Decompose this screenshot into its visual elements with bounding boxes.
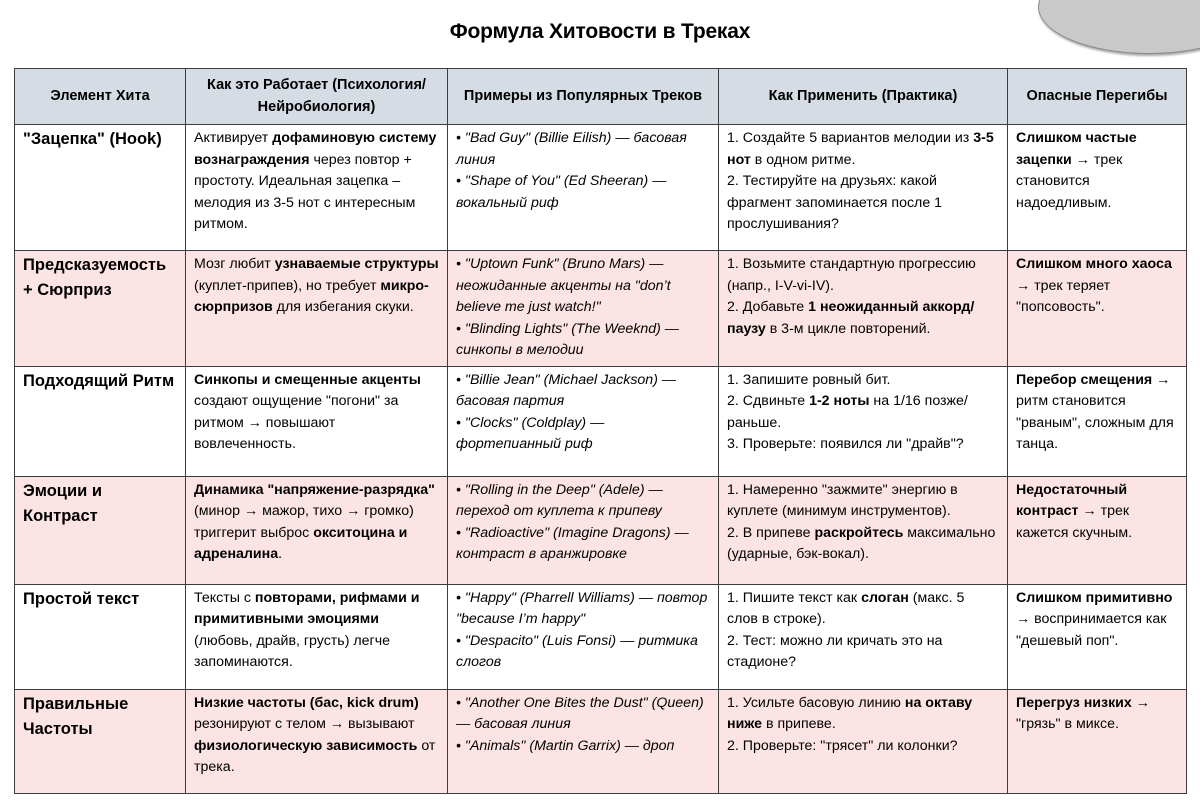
example-item: • "Shape of You" (Ed Sheeran) — вокальный риф bbox=[456, 173, 667, 211]
cell-how bbox=[186, 584, 448, 689]
example-item: • "Rolling in the Deep" (Adele) — переход от куплета к припеву bbox=[456, 481, 663, 519]
header-row bbox=[15, 69, 1187, 125]
text: 2. Проверьте: "трясет" ли колонки? bbox=[727, 737, 958, 754]
cell-how bbox=[186, 125, 448, 251]
cell-danger bbox=[1008, 689, 1187, 793]
text: → ритм становится "рваным", сложным для танца. bbox=[1016, 371, 1174, 452]
bold-text: окситоцина и адреналина bbox=[194, 524, 408, 562]
apply-step bbox=[727, 434, 999, 456]
text: 2. Сдвиньте bbox=[727, 393, 810, 409]
cell-apply bbox=[719, 366, 1008, 476]
text: в припеве. bbox=[762, 716, 836, 732]
text: → трек кажется скучным. bbox=[1016, 503, 1133, 541]
cell-how bbox=[186, 476, 448, 584]
cell-element: Подходящий Ритм bbox=[15, 366, 186, 476]
bold-text: узнаваемые структуры bbox=[274, 256, 439, 272]
text: (макс. 5 слов в строке). bbox=[727, 589, 965, 627]
bold-text: микро-сюрпризов bbox=[194, 277, 429, 315]
cell-apply bbox=[719, 251, 1008, 367]
text: в 3-м цикле повторений. bbox=[765, 320, 931, 337]
cell-examples bbox=[448, 251, 719, 367]
bold-text: на октаву ниже bbox=[727, 694, 973, 732]
cell-examples bbox=[448, 476, 719, 584]
cell-danger bbox=[1008, 366, 1187, 476]
bold-text: Перебор смещения bbox=[1016, 371, 1153, 388]
text: 1. Пишите текст как bbox=[727, 589, 862, 606]
apply-step bbox=[727, 693, 999, 736]
text: 2. Добавьте bbox=[727, 299, 809, 315]
cell-examples bbox=[448, 125, 719, 251]
bold-text: дофаминовую систему вознаграждения bbox=[194, 130, 437, 168]
text: → "грязь" в миксе. bbox=[1016, 694, 1150, 732]
cell-danger bbox=[1008, 476, 1187, 584]
bold-text: 1 неожиданный аккорд/паузу bbox=[727, 299, 975, 337]
text: → трек теряет "попсовость". bbox=[1016, 277, 1111, 315]
header-how: Как это Работает (Психология/Нейробиология) bbox=[186, 69, 448, 125]
text: для избегания скуки. bbox=[272, 299, 414, 315]
text: 1. Запишите ровный бит. bbox=[727, 371, 891, 388]
cell-examples bbox=[448, 366, 719, 476]
bold-text: 3-5 нот bbox=[727, 130, 994, 168]
text: 2. Тестируйте на друзьях: какой фрагмент запоминается после 1 прослушивания? bbox=[727, 173, 943, 232]
apply-step bbox=[727, 631, 999, 674]
example-item: • "Radioactive" (Imagine Dragons) — контраст в аранжировке bbox=[456, 524, 689, 562]
text: Тексты с bbox=[194, 589, 255, 606]
bold-text: физиологическую зависимость bbox=[194, 737, 418, 754]
text: (куплет-припев), но требует bbox=[194, 277, 381, 294]
text: от трека. bbox=[194, 737, 436, 775]
bold-text: Низкие частоты (бас, kick drum) bbox=[194, 694, 419, 711]
bold-text: раскройтесь bbox=[814, 524, 904, 541]
cell-element: Предсказуемость + Сюрприз bbox=[15, 251, 186, 367]
apply-step bbox=[727, 480, 999, 523]
header-examples: Примеры из Популярных Треков bbox=[448, 69, 719, 125]
bold-text: повторами, рифмами и примитивными эмоциями bbox=[194, 589, 420, 627]
hit-formula-table bbox=[14, 68, 1187, 794]
bold-text: Синкопы и смещенные акценты bbox=[194, 371, 421, 388]
apply-step bbox=[727, 128, 999, 171]
text: 1. Создайте 5 вариантов мелодии из bbox=[727, 130, 974, 146]
text: (минор → мажор, тихо → громко) триггерит выброс bbox=[194, 503, 414, 541]
bold-text: Слишком много хаоса bbox=[1016, 256, 1172, 272]
text: 3. Проверьте: появился ли "драйв"? bbox=[727, 436, 964, 452]
cell-apply bbox=[719, 689, 1008, 793]
apply-step bbox=[727, 171, 999, 236]
text: 2. В припеве bbox=[727, 524, 815, 541]
table-row bbox=[15, 125, 1187, 251]
cell-danger bbox=[1008, 125, 1187, 251]
apply-step bbox=[727, 254, 999, 297]
cell-examples bbox=[448, 584, 719, 689]
bold-text: слоган bbox=[861, 589, 909, 606]
text: . bbox=[278, 546, 283, 562]
text: Мозг любит bbox=[194, 256, 275, 272]
cell-element: "Зацепка" (Hook) bbox=[15, 125, 186, 251]
bold-text: Динамика "напряжение-разрядка" bbox=[194, 481, 435, 498]
cell-how bbox=[186, 366, 448, 476]
text: 1. Усильте басовую линию bbox=[727, 694, 905, 711]
cell-element: Простой текст bbox=[15, 584, 186, 689]
text: → воспринимается как "дешевый поп". bbox=[1016, 611, 1167, 649]
bold-text: 1-2 ноты bbox=[809, 393, 870, 409]
text: (любовь, драйв, грусть) легче запоминаются. bbox=[194, 632, 390, 670]
apply-step bbox=[727, 588, 999, 631]
cell-apply bbox=[719, 125, 1008, 251]
text: 1. Намеренно "зажмите" энергию в куплете (минимум инструментов). bbox=[727, 481, 958, 519]
page-title: Формула Хитовости в Треках bbox=[449, 20, 751, 43]
table-row bbox=[15, 366, 1187, 476]
text: 2. Тест: можно ли кричать это на стадионе? bbox=[727, 632, 943, 670]
example-item: • "Happy" (Pharrell Williams) — повтор "because I’m happy" bbox=[456, 589, 708, 627]
example-item: • "Blinding Lights" (The Weeknd) — синкопы в мелодии bbox=[456, 320, 679, 358]
apply-step bbox=[727, 736, 999, 758]
example-item: • "Clocks" (Coldplay) — фортепианный риф bbox=[456, 414, 605, 452]
text: резонируют с телом → вызывают bbox=[194, 716, 415, 732]
header-element: Элемент Хита bbox=[15, 69, 186, 125]
header-apply: Как Применить (Практика) bbox=[719, 69, 1008, 125]
text: создают ощущение "погони" за ритмом → повышают вовлеченность. bbox=[194, 393, 399, 452]
example-item: • "Uptown Funk" (Bruno Mars) — неожиданные акценты на "don’t believe me just watch!" bbox=[456, 256, 671, 315]
apply-step bbox=[727, 297, 999, 340]
cell-apply bbox=[719, 584, 1008, 689]
cell-how bbox=[186, 689, 448, 793]
text: Активирует bbox=[194, 130, 273, 146]
cell-element: Правильные Частоты bbox=[15, 689, 186, 793]
header-danger: Опасные Перегибы bbox=[1008, 69, 1187, 125]
cell-apply bbox=[719, 476, 1008, 584]
text: максимально (ударные, бэк-вокал). bbox=[727, 524, 996, 562]
text: 1. Возьмите стандартную прогрессию (напр., I-V-vi-IV). bbox=[727, 256, 976, 294]
apply-step bbox=[727, 391, 999, 434]
example-item: • "Bad Guy" (Billie Eilish) — басовая линия bbox=[456, 130, 687, 168]
text: в одном ритме. bbox=[750, 151, 856, 168]
table-row bbox=[15, 584, 1187, 689]
table-row bbox=[15, 476, 1187, 584]
table-row bbox=[15, 689, 1187, 793]
bold-text: Слишком примитивно bbox=[1016, 589, 1173, 606]
cell-element: Эмоции и Контраст bbox=[15, 476, 186, 584]
example-item: • "Despacito" (Luis Fonsi) — ритмика слогов bbox=[456, 632, 698, 670]
apply-step bbox=[727, 523, 999, 566]
apply-step bbox=[727, 370, 999, 392]
bold-text: Слишком частые зацепки bbox=[1016, 130, 1137, 168]
example-item: • "Another One Bites the Dust" (Queen) — басовая линия bbox=[456, 694, 704, 732]
bold-text: Недостаточный контраст bbox=[1016, 481, 1128, 519]
table-row bbox=[15, 251, 1187, 367]
example-item: • "Billie Jean" (Michael Jackson) — басовая партия bbox=[456, 371, 677, 409]
cell-examples bbox=[448, 689, 719, 793]
text: на 1/16 позже/раньше. bbox=[727, 393, 968, 431]
text: → трек становится надоедливым. bbox=[1016, 151, 1123, 211]
cell-danger bbox=[1008, 584, 1187, 689]
cell-danger bbox=[1008, 251, 1187, 367]
bold-text: Перегруз низких bbox=[1016, 694, 1132, 711]
example-item: • "Animals" (Martin Garrix) — дроп bbox=[456, 737, 675, 754]
cell-how bbox=[186, 251, 448, 367]
text: через повтор + простоту. Идеальная зацепка – мелодия из 3-5 нот с интересным ритмом. bbox=[194, 151, 416, 232]
